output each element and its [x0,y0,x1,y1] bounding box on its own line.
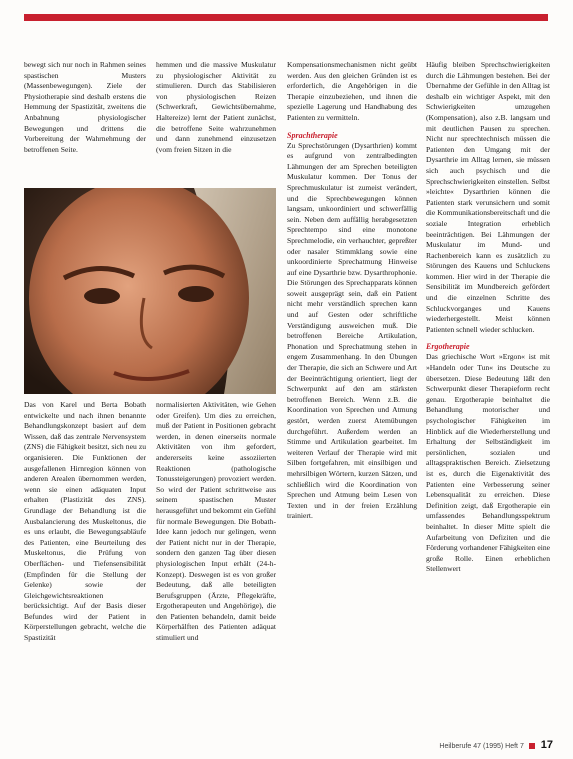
portrait-image [24,188,276,394]
section-heading-ergotherapie: Ergotherapie [426,342,470,352]
column-3 [287,60,417,746]
footer-accent-mark [529,743,535,749]
column-4 [426,60,550,730]
journal-citation: Heilberufe 47 (1995) Heft 7 [439,743,524,750]
top-accent-rule [24,14,548,21]
body-text: Zu Sprechstörungen (Dysarthrien) kommt es aufgrund von zentralbedingten Lähmungen der am Sprechen beteiligten Muskulatur kommen. Der Tonus der Sprechmuskulatur ist zumeist verändert, und die Sprechbewegungen können langsam, unkoordiniert und schwerfällig sein. Neben dem auffällig herabgesetzten Sprechtempo sind eine monotone Sprechmelodie, ein verhauchter, gepreßter oder nasaler Stimmklang sowie eine unkoordinierte Sprechatmung Hinweise auf eine Dysarthrie bzw. Dysarthrophonie. Die Störungen des Sprechapparats können soweit ausgeprägt sein, daß ein Patient nicht mehr verständlich sprechen kann und auf Gesten oder schriftliche Verständigung ausweichen muß. Die betroffenen Bereiche Artikulation, Phonation und Sprechatmung stehen in engem Zusammenhang. In den Übungen der Therapie, die sich an Schwere und Art der Beeinträchtigung orientiert, liegt der Schwerpunkt auf den am stärksten betroffenen Bereich. Wenn z.B. die Koordination von Sprechen und Atmung gestört, werden zuerst Atemübungen durchgeführt. Außerdem werden an Stimme und Artikulation gearbeitet. Im weiteren Verlauf der Therapie wird mit Silben fortgefahren, mit einsilbigen und mehrsilbigen Wörtern, kurzen Sätzen, und schließlich wird die Koordination von Sprechen und Atmung beim Lesen von Texten und in der freien Erzählung trainiert. [287,140,417,521]
column-1-bottom [24,400,146,745]
section-heading-sprachtherapie: Sprachtherapie [287,130,338,140]
body-text: bewegt sich nur noch in Rahmen seines spastischen Musters (Massenbewegungen). Ziele der Physiotherapie sind deshalb erstens die Hemmung der Spastizität, zweitens die Anbahnung physiologischer Bewegungen und drittens die Vorbereitung der Wahrnehmung der betroffenen Seite. [24,60,146,154]
column-1-top [24,60,146,185]
body-text: hemmen und die massive Muskulatur zu physiologischer Aktivität zu stimulieren. Durch das Stabilisieren von physiologischen Reizen (Schwerkraft, Gewichtsübernahme, Haltereize) lernt der Patient zunächst, die betroffene Seite wahrzunehmen und dann zunehmend einzusetzen (vom freien Sitzen in die [156,60,276,154]
page-number: 17 [540,739,553,751]
portrait-photo [24,188,276,394]
column-2-bottom [156,400,276,745]
body-text: Das von Karel und Berta Bobath entwickelte und nach ihnen benannte Behandlungskonzept basiert auf dem Wissen, daß das zentrale Nervensystem (ZNS) die Fähigkeit besitzt, sich neu zu organisieren. Die Funktionen der ausgefallenen Hirnregion können von anderen Arealen übernommen werden, wenn sie einen adäquaten Input erhalten (Plastizität des ZNS). Grundlage der Behandlung ist die Ausbalancierung des Muskeltonus, die es uns erlaubt, die Bewegungsabläufe des Patienten, eine Beurteilung des Muskeltonus, die Prüfung von Oberflächen- und Tiefensensibilität (Empfinden für die Stellung der Gelenke) sowie der Gleichgewichtsreaktionen berücksichtigt. Auf der Basis dieser Befundes wird der Patient in Körperstellungen gebracht, welche die Spastizität [24,400,146,643]
body-text: normalisierten Aktivitäten, wie Gehen oder Greifen). Um dies zu erreichen, muß der Patient in Positionen gebracht werden, in denen einerseits normale Aktivitäten von ihm gefordert, andererseits keine assoziierten Reaktionen (pathologische Tonussteigerungen) provoziert werden. So wird der Patient schrittweise aus seinem spastischen Muster herausgeführt und bekommt ein Gefühl für normale Bewegungen. Die Bobath-Idee kann jedoch nur gelingen, wenn der Patient nicht nur in der Therapie, sondern den ganzen Tag über diesen physiologischen Input erhält (24-h-Konzept). Deswegen ist es von großer Bedeutung, daß alle beteiligten Berufsgruppen (Ärzte, Pflegekräfte, Ergotherapeuten und Angehörige), die den Patienten behandeln, damit beide Körperhälften des Patienten adäquat stimuliert und [156,400,276,643]
page-footer [439,739,553,751]
body-text: Das griechische Wort »Ergon« ist mit »Handeln oder Tun« ins Deutsche zu übersetzen. Diese Bedeutung läßt den Schwerpunkt dieser Therapieform recht genau. Ergotherapie beinhaltet die Behandlung motorischer und psychologischer Fähigkeiten im Hinblick auf die Wiederherstellung und Erhaltung der Selbständigkeit im persönlichen, sozialen und alltagspraktischen Bereich. Zielsetzung ist es, durch die Eigenaktivität des Patienten eine Verbesserung seiner Lebensqualität zu erreichen. Diese Definition zeigt, daß Ergotherapie ein umfassendes Behandlungsspektrum beinhaltet. In dieser Mitte spielt die Aufarbeitung von Defiziten und die Förderung vorhandener Fähigkeiten eine große Rolle. Einen erheblichen Stellenwert [426,352,550,574]
body-text: Häufig bleiben Sprechschwierigkeiten durch die Lähmungen bestehen. Bei der Übernahme der Gefühle in den Alltag ist deshalb ein wichtiger Aspekt, mit den Schwierigkeiten umzugehen (Kompensation), also z.B. langsam und mit deutlichen Pausen zu sprechen. Nicht nur sprechtechnisch müssen die Patienten den Umgang mit der Dysarthrie im Alltag lernen, sie müssen sich auch psychisch und die Sprechschwierigkeiten einstellen. Selbst »leichte« Dysarthrien können die Patienten stark verunsichern und somit die Kommunikationsbereitschaft und die soziale Integration erheblich beeinträchtigen. Bei Lähmungen der Muskulatur im Mund- und Rachenbereich kann es zusätzlich zu Störungen des Kauens und Schluckens kommen. Hier wird in der Therapie die Sensibilität im Mundbereich gefördert und die einzelnen Schritte des Schluckvorganges und Kauens wiederhergestellt. Meist können Patienten schnell wieder schlucken. [426,60,550,334]
body-text: Kompensationsmechanismen nicht geübt werden. Aus den gleichen Gründen ist es erforderlich, die Angehörigen in die Therapie einzubeziehen, und ihnen die spezielle Lagerung und Handhabung des Patienten zu vermitteln. [287,60,417,122]
column-2-top [156,60,276,185]
